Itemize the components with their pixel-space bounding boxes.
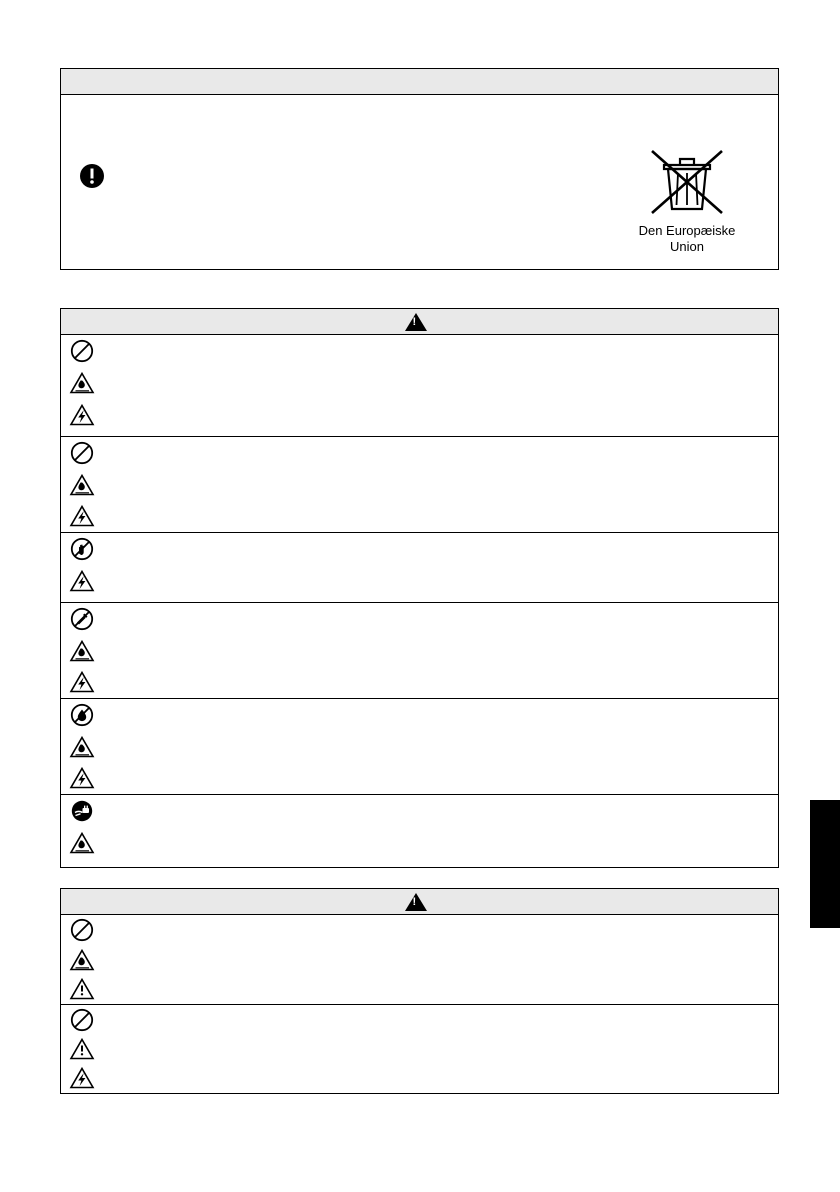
fire-hazard-triangle-icon [61,639,103,663]
warning-line [61,335,778,367]
warning-line [61,827,778,859]
general-caution-triangle-icon [61,1037,103,1061]
do-not-touch-wet-hands-icon [61,537,103,561]
fire-hazard-triangle-icon [61,735,103,759]
caution-table [60,888,779,1094]
table-row [61,335,778,437]
fire-hazard-triangle-icon [61,371,103,395]
weee-caption [612,223,762,255]
warning-line [61,603,778,635]
fire-hazard-triangle-icon [61,948,103,972]
warning-triangle-filled-icon [405,313,427,331]
electric-shock-triangle-icon [61,670,103,694]
prohibition-icon [61,918,103,942]
unplug-power-cord-icon [61,799,103,823]
warning-triangle-filled-icon [405,893,427,911]
warning-line [61,367,778,399]
warning-line [61,699,778,731]
warning-line [61,500,778,532]
warning-line [61,795,778,827]
caution-line [61,1034,778,1063]
electric-shock-triangle-icon [61,504,103,528]
table-row [61,603,778,699]
caution-line [61,915,778,945]
table-row [61,1005,778,1093]
warning-line [61,762,778,794]
notice-header-band [61,69,778,95]
page-footer [0,1160,840,1172]
warning-table [60,308,779,868]
warning-line [61,399,778,431]
crossed-out-wheelie-bin-icon [612,143,762,219]
table-row [61,915,778,1005]
fire-hazard-triangle-icon [61,473,103,497]
warning-line [61,731,778,763]
weee-caption-line2: Union [670,239,704,254]
caution-line [61,1005,778,1034]
caution-line [61,945,778,975]
notice-body [61,95,778,269]
table-row [61,699,778,795]
prohibition-icon [61,339,103,363]
prohibition-icon [61,441,103,465]
electric-shock-triangle-icon [61,403,103,427]
warning-line [61,469,778,501]
warning-line [61,533,778,565]
general-caution-triangle-icon [61,977,103,1001]
weee-caption-line1: Den Europæiske [638,223,736,238]
fire-hazard-triangle-icon [61,831,103,855]
warning-line [61,565,778,597]
table-row [61,795,778,867]
no-water-icon [61,703,103,727]
page-section-tab [810,800,840,928]
exclamation-filled-icon [79,163,105,189]
do-not-disassemble-icon [61,607,103,631]
weee-notice-box [60,68,779,270]
table-row [61,437,778,533]
table-row [61,533,778,603]
warning-line [61,666,778,698]
prohibition-icon [61,1008,103,1032]
caution-header-band [61,889,778,915]
weee-symbol-group [612,143,762,255]
warning-line [61,635,778,667]
electric-shock-triangle-icon [61,766,103,790]
electric-shock-triangle-icon [61,1066,103,1090]
warning-line [61,437,778,469]
caution-line [61,1064,778,1093]
caution-line [61,974,778,1004]
electric-shock-triangle-icon [61,569,103,593]
warning-header-band [61,309,778,335]
